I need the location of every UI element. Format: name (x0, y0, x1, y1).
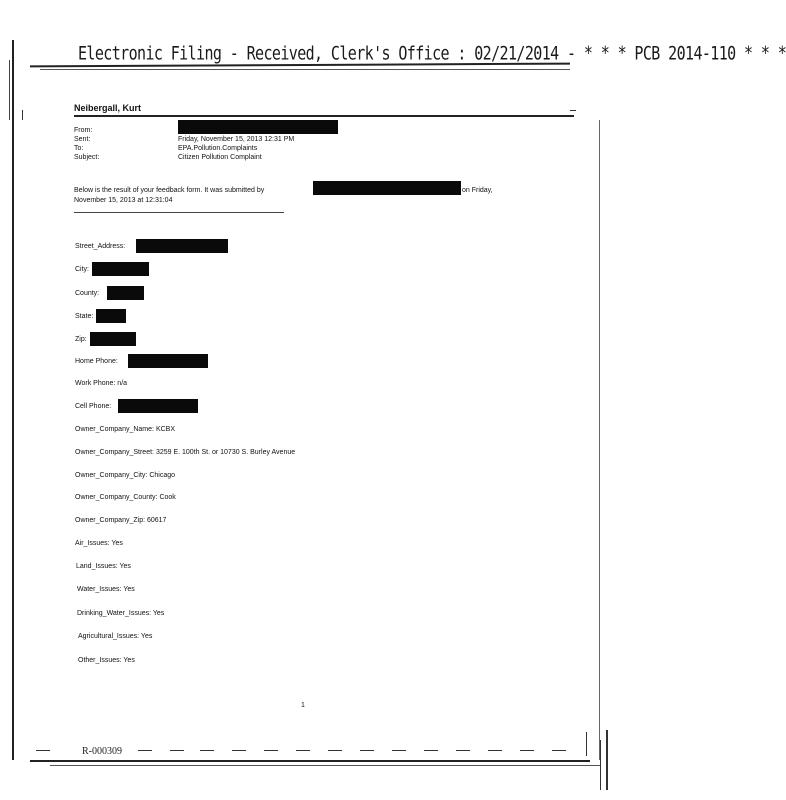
footer-dash (264, 750, 278, 751)
redaction-block (107, 286, 144, 300)
footer-dash (552, 750, 566, 751)
field-county (75, 290, 99, 297)
redaction-block (313, 181, 461, 195)
field-land-issues (76, 563, 131, 570)
footer-dash (520, 750, 534, 751)
scan-tick-mark (570, 110, 576, 111)
scan-tick-mark (600, 740, 601, 790)
field-value: Chicago (149, 472, 176, 479)
field-label: Home Phone: (75, 358, 118, 365)
footer-dash (138, 750, 152, 751)
field-label: Owner_Company_Zip: (75, 517, 146, 524)
field-agricultural-issues (78, 633, 152, 640)
header-label: From: (74, 127, 93, 134)
redaction-block (92, 262, 149, 276)
field-cell-phone (75, 403, 111, 410)
scan-edge-left (12, 40, 14, 760)
field-owner-company-name (75, 426, 175, 433)
footer-dash (392, 750, 406, 751)
field-value: Yes (119, 563, 131, 570)
scan-edge-left-mark (9, 60, 10, 120)
footer-dash (36, 750, 50, 751)
field-label: Zip: (75, 336, 87, 343)
field-owner-company-county (75, 494, 176, 501)
bates-number: R-000309 (82, 746, 122, 757)
field-label: Street_Address: (75, 243, 126, 250)
intro-text: Below is the result of your feedback form. It was submitted by (74, 187, 265, 194)
footer-dash (200, 750, 214, 751)
redaction-block (128, 354, 208, 368)
header-value: EPA.Pollution.Complaints (178, 145, 258, 152)
field-value: Yes (152, 610, 165, 617)
footer-dash (170, 750, 184, 751)
page-number: 1 (301, 702, 305, 709)
field-label: County: (75, 290, 100, 297)
header-to (74, 144, 398, 153)
bottom-rule-secondary (50, 765, 600, 766)
field-label: Owner_Company_County: (75, 494, 158, 501)
header-sent (74, 135, 398, 144)
field-value: n/a (117, 380, 128, 387)
field-value: 3259 E. 100th St. or 10730 S. Burley Avenue (155, 449, 296, 456)
field-label: Owner_Company_City: (75, 472, 148, 479)
field-owner-company-street (75, 449, 295, 456)
redaction-block (178, 120, 338, 134)
filing-stamp: Electronic Filing - Received, Clerk's Office : 02/21/2014 - * * * PCB 2014-110 * * * (78, 42, 786, 65)
field-label: Drinking_Water_Issues: (77, 610, 152, 617)
scan-tick-mark (586, 732, 587, 756)
footer-dash (424, 750, 438, 751)
redaction-block (90, 332, 136, 346)
field-value: Yes (123, 657, 135, 664)
field-air-issues (75, 540, 123, 547)
intro-rule (74, 212, 284, 213)
field-value: KCBX (155, 426, 175, 433)
intro-text-tail: on Friday, (462, 187, 493, 194)
redaction-block (136, 239, 228, 253)
field-label: Air_Issues: (75, 540, 110, 547)
footer-dash (296, 750, 310, 751)
redaction-block (96, 309, 126, 323)
header-label: Sent: (74, 136, 91, 143)
field-home-phone (75, 358, 118, 365)
header-label: Subject: (74, 154, 100, 161)
field-state (75, 313, 93, 320)
field-label: Land_Issues: (76, 563, 118, 570)
field-label: Owner_Company_Name: (75, 426, 154, 433)
bottom-rule (30, 760, 590, 762)
field-label: Agricultural_Issues: (78, 633, 140, 640)
field-label: Cell Phone: (75, 403, 112, 410)
field-value: Yes (140, 633, 153, 640)
header-label: To: (74, 145, 84, 152)
field-label: Work Phone: (75, 380, 116, 387)
field-label: Water_Issues: (77, 586, 122, 593)
header-value: Citizen Pollution Complaint (178, 154, 262, 161)
footer-dash (328, 750, 342, 751)
field-owner-company-zip (75, 517, 166, 524)
field-work-phone (75, 380, 127, 387)
footer-dash (488, 750, 502, 751)
scan-edge-right-mark (606, 730, 608, 790)
header-value: Friday, November 15, 2013 12:31 PM (178, 136, 295, 143)
field-value: Cook (159, 494, 176, 501)
field-value: Yes (111, 540, 123, 547)
field-label: Other_Issues: (78, 657, 122, 664)
field-zip (75, 336, 87, 343)
field-owner-company-city (75, 472, 175, 479)
intro-line: November 15, 2013 at 12:31:04 (74, 197, 173, 204)
field-water-issues (77, 586, 135, 593)
field-value: Yes (123, 586, 135, 593)
field-label: State: (75, 313, 94, 320)
top-rule-secondary (40, 69, 570, 70)
sender-name: Neibergall, Kurt (74, 103, 142, 113)
field-street-address (75, 243, 125, 250)
scan-tick-mark (22, 110, 23, 120)
field-other-issues (78, 657, 135, 664)
scan-edge-right (599, 120, 600, 760)
field-label: Owner_Company_Street: (75, 449, 154, 456)
field-city (75, 266, 89, 273)
footer-dash (456, 750, 470, 751)
redaction-block (118, 399, 198, 413)
header-subject (74, 153, 398, 162)
field-value: 60617 (146, 517, 167, 524)
footer-dash (232, 750, 246, 751)
sender-rule (74, 115, 574, 117)
footer-dash (360, 750, 374, 751)
field-label: City: (75, 266, 89, 273)
field-drinking-water-issues (77, 610, 164, 617)
